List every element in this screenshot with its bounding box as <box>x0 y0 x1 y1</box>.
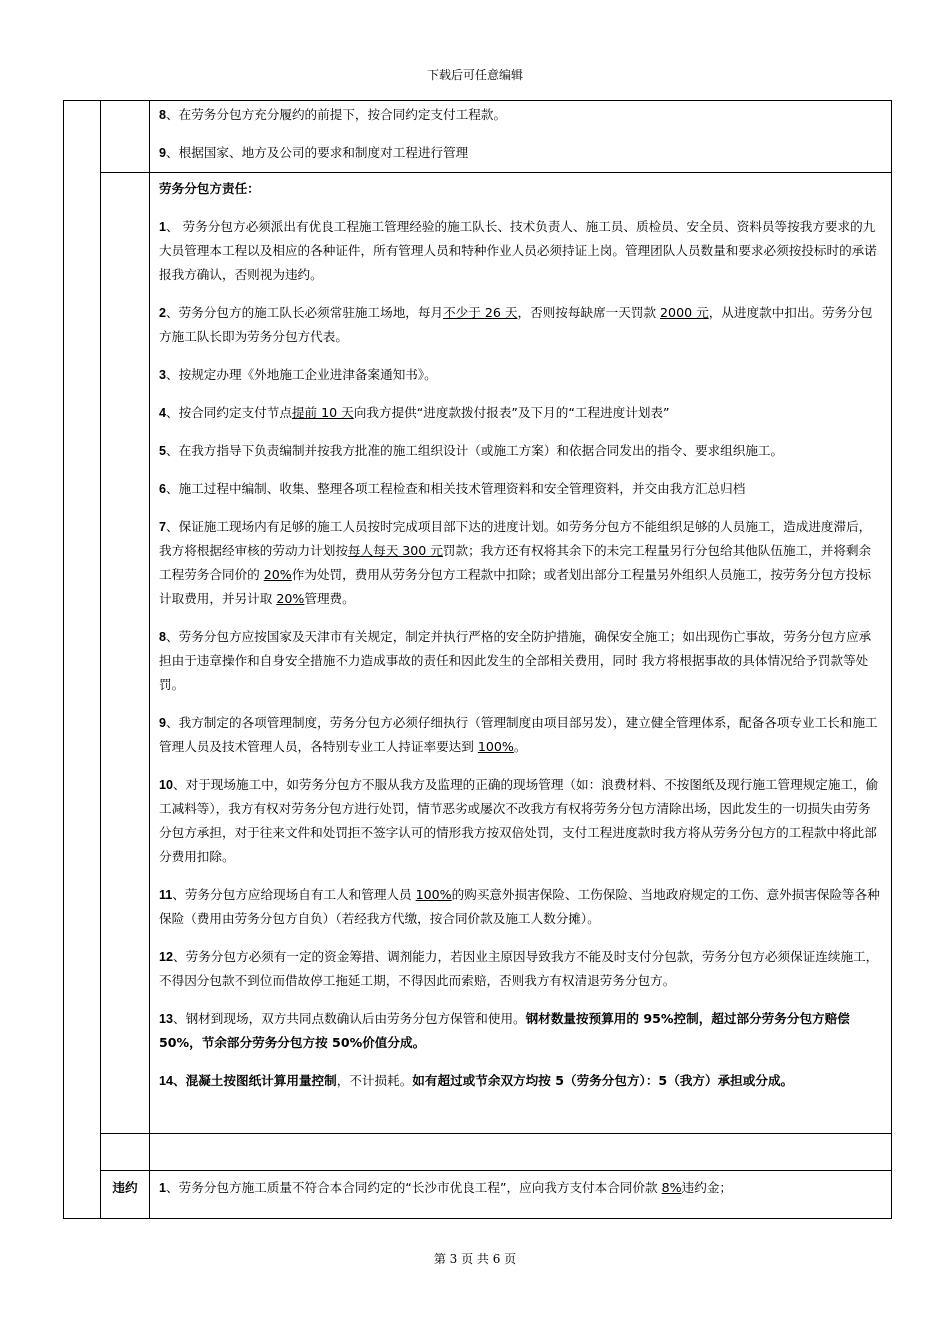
label-cell <box>101 101 150 173</box>
list-item: 9、我方制定的各项管理制度，劳务分包方必须仔细执行（管理制度由项目部另发），建立健全管理体系，配备各项专业工长和施工管理人员及技术管理人员，各特别专业工人持证率要达到 100%。 <box>159 715 878 754</box>
obligations-cell <box>150 101 892 173</box>
list-item: 5、在我方指导下负责编制并按我方批准的施工组织设计（或施工方案）和依据合同发出的指令、要求组织施工。 <box>159 443 784 458</box>
list-item: 7、保证施工现场内有足够的施工人员按时完成项目部下达的进度计划。如劳务分包方不能组织足够的人员施工，造成进度滞后，我方将根据经审核的劳动力计划按每人每天 300 元罚款；我方还有权将其余下的未完工程量另行分包给其他队伍施工，并将剩余工程劳务合同价的 20%作为处罚，费用从劳务分包方工程款中扣除；或者划出部分工程量另外组织人员施工，按劳务分包方投标计取费用，并另计取 20%管理费。 <box>159 519 872 606</box>
list-item: 13、钢材到现场，双方共同点数确认后由劳务分包方保管和使用。钢材数量按预算用的 95%控制，超过部分劳务分包方赔偿 50%，节余部分劳务分包方按 50%价值分成。 <box>159 1011 850 1050</box>
table-row <box>64 1171 892 1219</box>
empty-cell <box>150 1134 892 1171</box>
list-item: 8、劳务分包方应按国家及天津市有关规定，制定并执行严格的安全防护措施，确保安全施工；如出现伤亡事故，劳务分包方应承担由于违章操作和自身安全措施不力造成事故的责任和因此发生的全部相关费用，同时 我方将根据事故的具体情况给予罚款等处罚。 <box>159 629 872 692</box>
left-margin-cell <box>64 101 101 1219</box>
list-item: 14、混凝土按图纸计算用量控制，不计损耗。如有超过或节余双方均按 5（劳务分包方）：5（我方）承担或分成。 <box>159 1073 794 1088</box>
table-row <box>64 101 892 173</box>
label-cell <box>101 1134 150 1171</box>
list-item: 4、按合同约定支付节点提前 10 天向我方提供“进度款拨付报表”及下月的“工程进度计划表” <box>159 405 670 420</box>
list-item: 12、劳务分包方必须有一定的资金筹措、调剂能力，若因业主原因导致我方不能及时支付分包款，劳务分包方必须保证连续施工，不得因分包款不到位而借故停工拖延工期，不得因此而索赔，否则我方有权清退劳务分包方。 <box>159 949 879 988</box>
page-header: 下载后可任意编辑 <box>426 68 523 82</box>
list-item: 1、 劳务分包方必须派出有优良工程施工管理经验的施工队长、技术负责人、施工员、质检员、安全员、资料员等按我方要求的九大员管理本工程以及相应的各种证件，所有管理人员和特种作业人员必须持证上岗。管理团队人员数量和要求必须按投标时的承诺报我方确认，否则视为违约。 <box>159 219 877 282</box>
list-item: 11、劳务分包方应给现场自有工人和管理人员 100%的购买意外损害保险、工伤保险、当地政府规定的工伤、意外损害保险等各种保险（费用由劳务分包方自负）（若经我方代缴，按合同价款及施工人数分摊）。 <box>159 887 880 926</box>
table-row <box>64 1134 892 1171</box>
list-item: 8、在劳务分包方充分履约的前提下，按合同约定支付工程款。 <box>159 107 507 122</box>
breach-cell <box>150 1171 892 1219</box>
list-item: 6、施工过程中编制、收集、整理各项工程检查和相关技术管理资料和安全管理资料，并交由我方汇总归档 <box>159 481 746 496</box>
list-item: 2、劳务分包方的施工队长必须常驻施工场地，每月不少于 26 天，否则按每缺席一天罚款 2000 元，从进度款中扣出。劳务分包方施工队长即为劳务分包方代表。 <box>159 305 873 344</box>
table-row <box>64 173 892 1134</box>
breach-label-cell <box>101 1171 150 1219</box>
list-item: 9、根据国家、地方及公司的要求和制度对工程进行管理 <box>159 145 469 160</box>
page-footer: 第 3 页 共 6 页 <box>433 1252 517 1266</box>
responsibilities-cell <box>150 173 892 1134</box>
breach-label: 违约 <box>112 1180 138 1195</box>
label-cell <box>101 173 150 1134</box>
list-item: 1、劳务分包方施工质量不符合本合同约定的“长沙市优良工程”，应向我方支付本合同价款 8%违约金； <box>159 1180 732 1195</box>
list-item: 3、按规定办理《外地施工企业进津备案通知书》。 <box>159 367 437 382</box>
list-item: 10、对于现场施工中，如劳务分包方不服从我方及监理的正确的现场管理（如：浪费材料、不按图纸及现行施工管理规定施工，偷工减料等），我方有权对劳务分包方进行处罚，情节恶劣或屡次不改我方有权将劳务分包方清除出场，因此发生的一切损失由劳务分包方承担，对于往来文件和处罚拒不签字认可的情形我方按双倍处罚，支付工程进度款时我方将从劳务分包方的工程款中将此部分费用扣除。 <box>159 777 879 864</box>
contract-table <box>63 100 892 1219</box>
section-heading: 劳务分包方责任： <box>159 181 260 196</box>
